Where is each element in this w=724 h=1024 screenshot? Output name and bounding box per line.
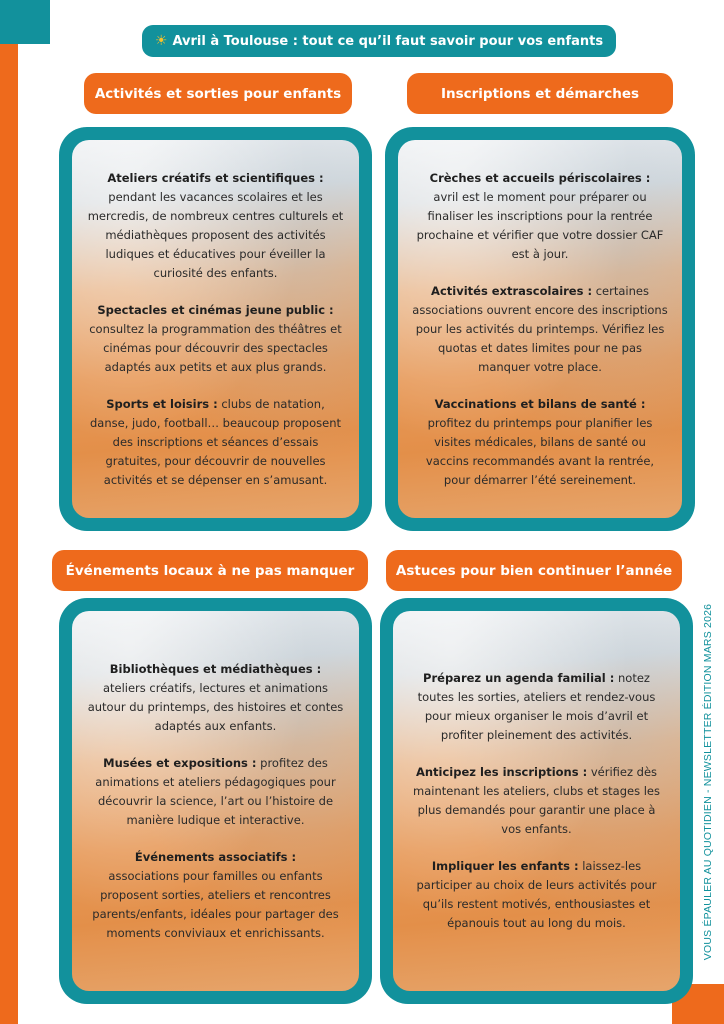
card-paragraph bbox=[86, 395, 345, 490]
item-heading: Musées et expositions : bbox=[103, 755, 257, 770]
card-paragraph bbox=[86, 660, 345, 736]
section-title: Événements locaux à ne pas manquer bbox=[65, 562, 355, 579]
section-header-astuces bbox=[386, 550, 682, 591]
item-text: ateliers créatifs, lectures et animations autour du printemps, des histoires et contes adaptés aux enfants. bbox=[87, 680, 344, 733]
item-text: consultez la programmation des théâtres et cinémas pour découvrir des spectacles adaptés aux petits et aux plus grands. bbox=[89, 321, 342, 374]
card-content bbox=[72, 140, 359, 518]
card-content bbox=[393, 611, 680, 991]
item-text: notez toutes les sorties, ateliers et rendez-vous pour mieux organiser le mois d’avril et profiter pleinement des activités. bbox=[417, 671, 656, 742]
item-heading: Bibliothèques et médiathèques : bbox=[109, 661, 322, 676]
side-caption-text: VOUS ÉPAULER AU QUOTIDIEN - NEWSLETTER ÉDITION MARS 2026 bbox=[702, 603, 715, 961]
item-heading: Impliquer les enfants : bbox=[431, 859, 579, 873]
item-text: laissez-les participer au choix de leurs activités pour qu’ils restent motivés, enthousiastes et épanouis tout au long du mois. bbox=[416, 859, 657, 930]
sun-icon: ☀ bbox=[154, 33, 168, 49]
card-paragraph bbox=[86, 301, 345, 377]
section-card-activites bbox=[59, 127, 372, 531]
left-orange-stripe bbox=[0, 44, 18, 1024]
item-text: vérifiez dès maintenant les ateliers, clubs et stages les plus demandés pour garantir une place à vos enfants. bbox=[413, 765, 660, 836]
card-paragraph bbox=[407, 857, 666, 933]
item-text: profitez des animations et ateliers pédagogiques pour découvrir la science, l’art ou l’histoire de manière ludique et interactive. bbox=[95, 755, 336, 827]
item-text: pendant les vacances scolaires et les mercredis, de nombreux centres culturels et médiathèques proposent des activités ludiques et éducatives pour éveiller la curiosité des enfants. bbox=[87, 189, 344, 280]
item-text: profitez du printemps pour planifier les visites médicales, bilans de santé ou vaccins recommandés avant la rentrée, pour démarrer l’été sereinement. bbox=[425, 415, 655, 487]
section-card-astuces bbox=[380, 598, 693, 1004]
item-text: certaines associations ouvrent encore des inscriptions pour les activités du printemps. Vérifiez les quotas et dates limites pour ne pas manquer votre place. bbox=[412, 283, 668, 374]
card-content bbox=[398, 140, 682, 518]
item-text: avril est le moment pour préparer ou finaliser les inscriptions pour la rentrée prochaine et vérifier que votre dossier CAF est à jour. bbox=[416, 189, 664, 261]
corner-teal-block bbox=[0, 0, 50, 44]
section-header-inscriptions bbox=[407, 73, 673, 114]
item-heading: Sports et loisirs : bbox=[106, 396, 218, 411]
section-title: Activités et sorties pour enfants bbox=[94, 85, 342, 102]
card-paragraph bbox=[407, 669, 666, 745]
card-paragraph bbox=[412, 395, 668, 490]
item-text: associations pour familles ou enfants proposent sorties, ateliers et rencontres parents/enfants, idéales pour partager des moments conviviaux et enrichissants. bbox=[92, 868, 339, 940]
newsletter-side-caption bbox=[697, 588, 719, 976]
page-title: Avril à Toulouse : tout ce qu’il faut savoir pour vos enfants bbox=[172, 33, 604, 49]
item-heading: Spectacles et cinémas jeune public : bbox=[97, 302, 334, 317]
card-paragraph bbox=[407, 763, 666, 839]
card-paragraph bbox=[86, 169, 345, 283]
section-header-activites bbox=[84, 73, 352, 114]
item-heading: Activités extrascolaires : bbox=[431, 283, 593, 298]
card-paragraph bbox=[412, 282, 668, 377]
card-paragraph bbox=[86, 754, 345, 830]
card-content bbox=[72, 611, 359, 991]
item-heading: Événements associatifs : bbox=[134, 849, 297, 864]
item-heading: Vaccinations et bilans de santé : bbox=[434, 396, 646, 411]
section-card-evenements bbox=[59, 598, 372, 1004]
item-heading: Crèches et accueils périscolaires : bbox=[429, 170, 651, 185]
item-heading: Ateliers créatifs et scientifiques : bbox=[107, 170, 324, 185]
item-heading: Préparez un agenda familial : bbox=[423, 671, 615, 685]
item-heading: Anticipez les inscriptions : bbox=[415, 765, 588, 779]
section-card-inscriptions bbox=[385, 127, 695, 531]
item-text: clubs de natation, danse, judo, football… beaucoup proposent des inscriptions et séances d’essais gratuites, pour découvrir de nouvelles activités et se dépenser en s’amusant. bbox=[90, 396, 341, 487]
section-header-evenements bbox=[52, 550, 368, 591]
page-title-banner bbox=[142, 25, 616, 57]
card-paragraph bbox=[86, 848, 345, 943]
card-paragraph bbox=[412, 169, 668, 264]
section-title: Astuces pour bien continuer l’année bbox=[395, 562, 673, 579]
section-title: Inscriptions et démarches bbox=[440, 85, 640, 102]
